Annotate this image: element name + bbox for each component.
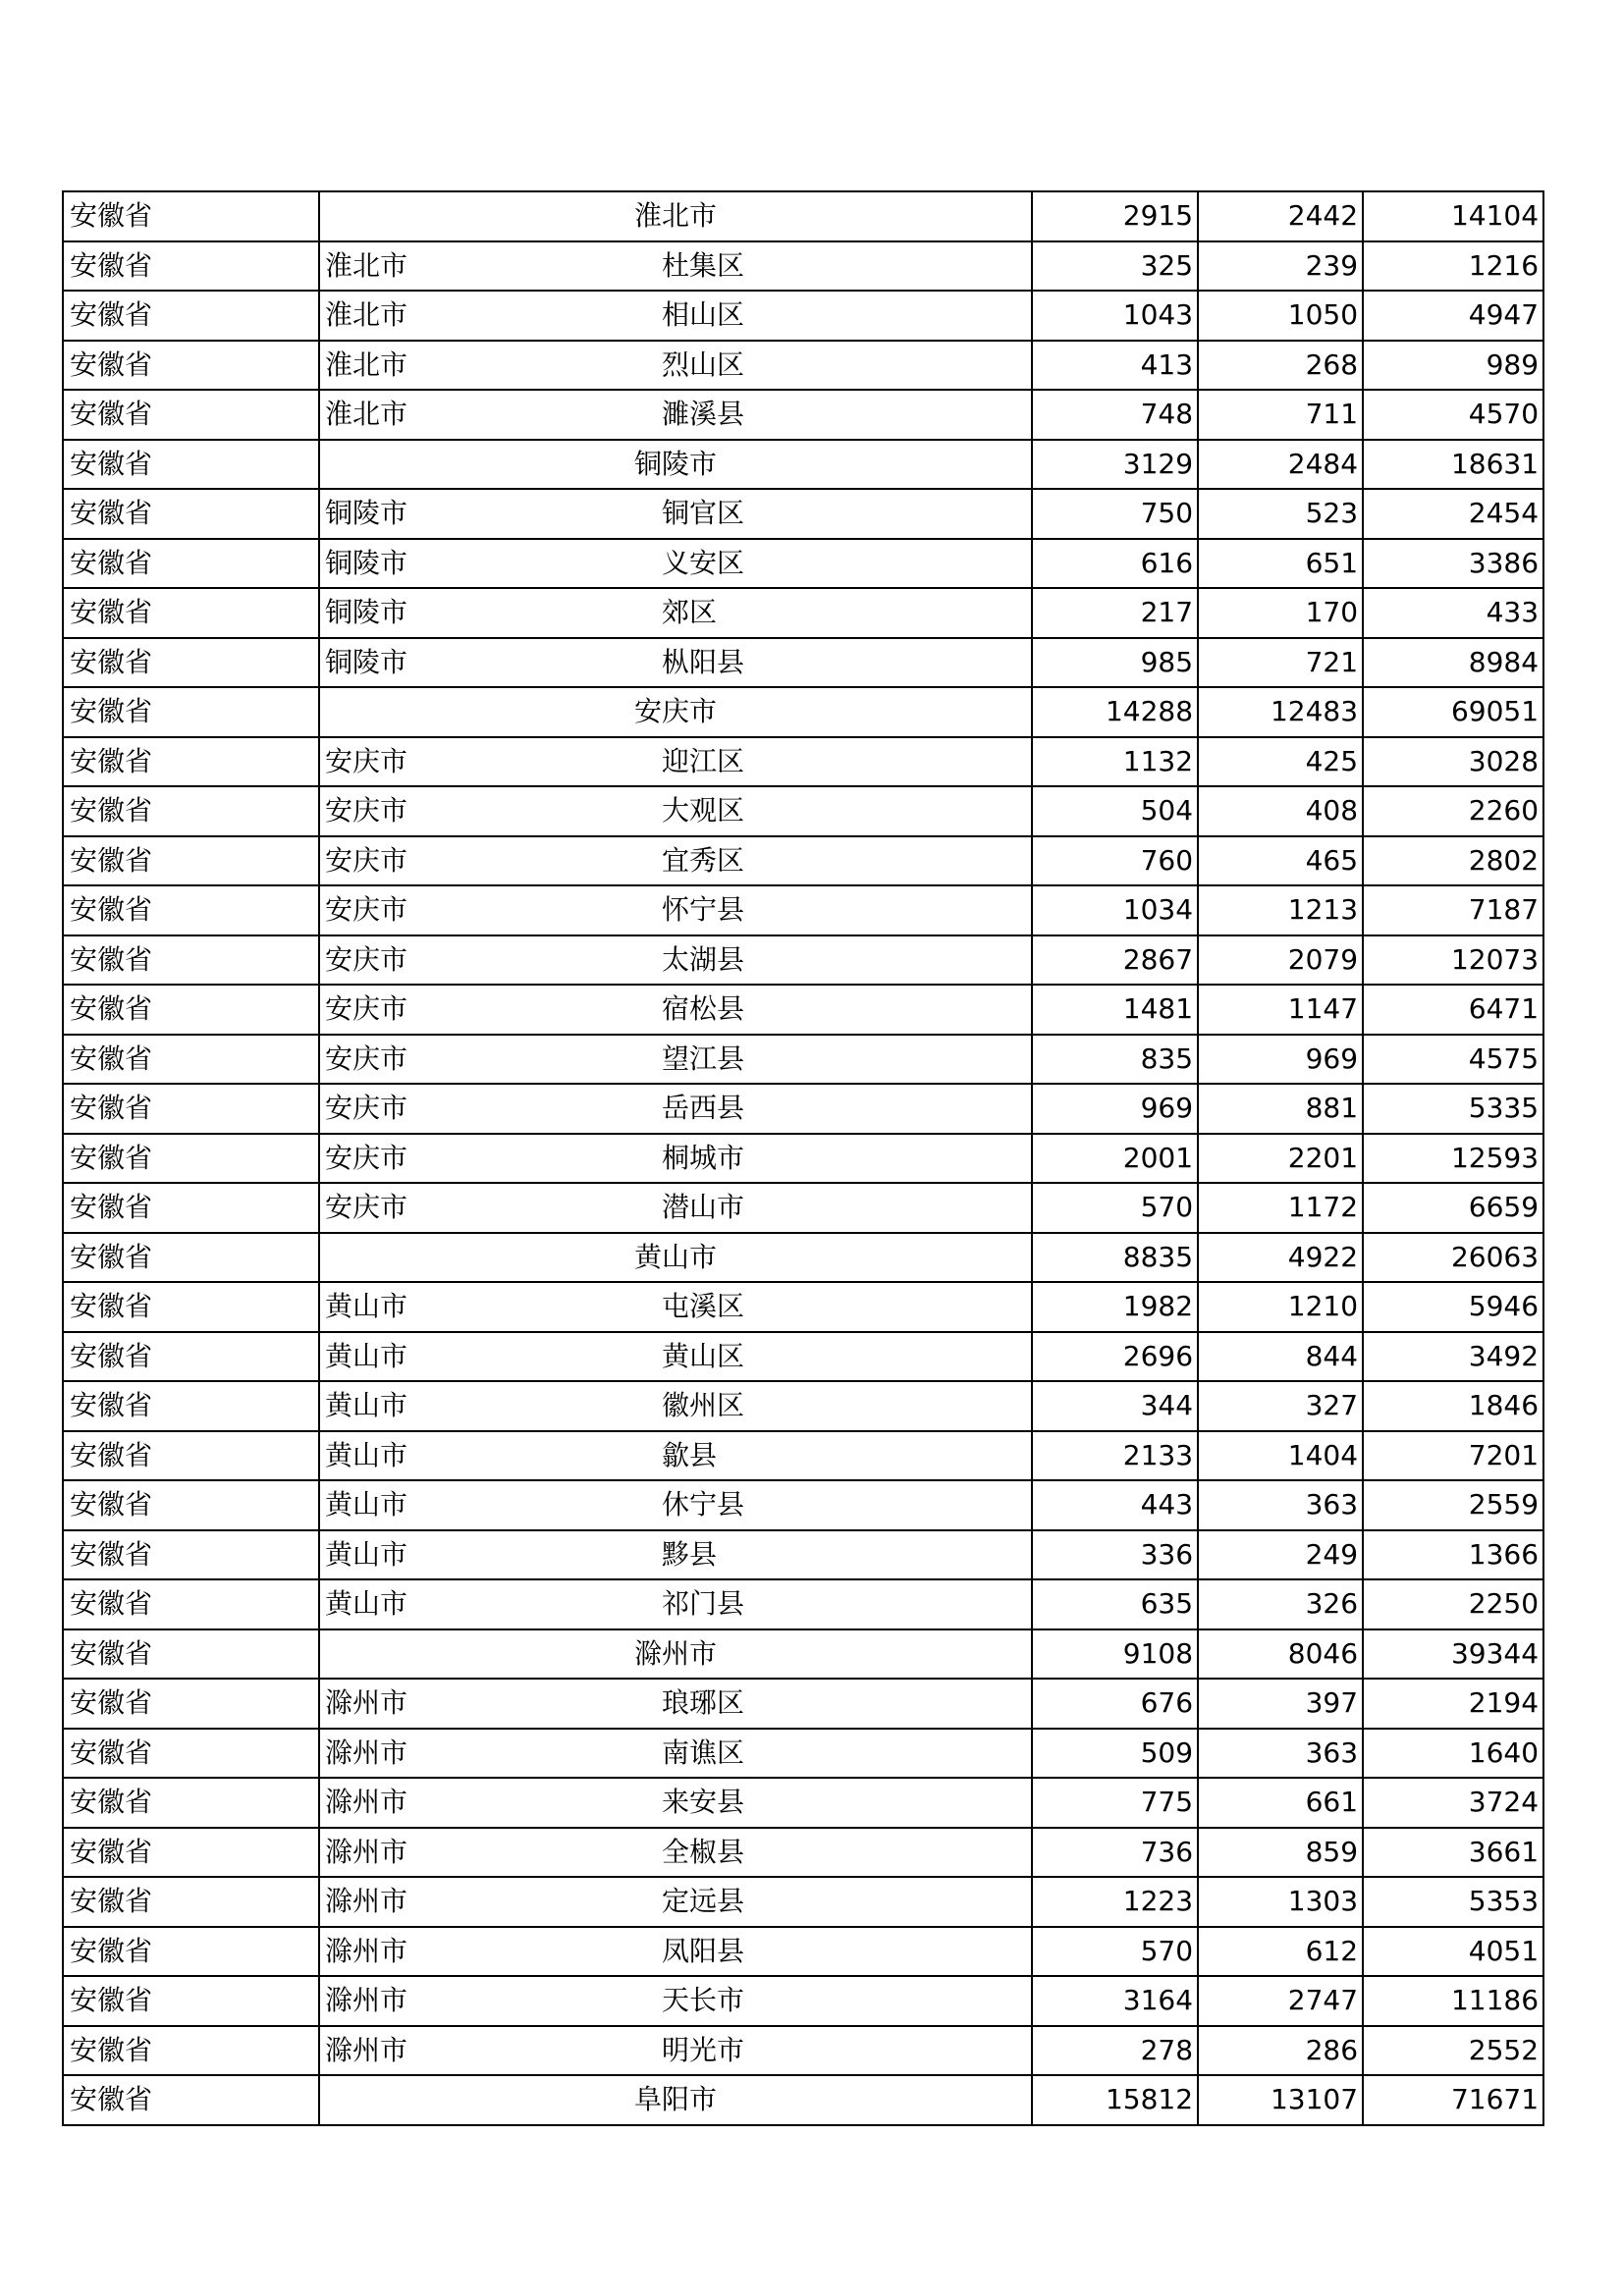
value-cell-1: 3129 <box>1032 440 1198 490</box>
value-cell-2: 661 <box>1198 1778 1363 1828</box>
value-cell-2: 2484 <box>1198 440 1363 490</box>
province-cell: 安徽省 <box>63 588 319 638</box>
province-cell: 安徽省 <box>63 1134 319 1184</box>
value-cell-1: 1481 <box>1032 985 1198 1035</box>
province-cell: 安徽省 <box>63 1282 319 1332</box>
county-row <box>63 737 1543 787</box>
province-cell: 安徽省 <box>63 1579 319 1629</box>
county-cell: 天长市 <box>657 1976 1032 2026</box>
province-cell: 安徽省 <box>63 985 319 1035</box>
county-cell: 琅琊区 <box>657 1679 1032 1729</box>
value-cell-1: 750 <box>1032 489 1198 539</box>
county-row <box>63 985 1543 1035</box>
county-cell: 黄山区 <box>657 1332 1032 1382</box>
value-cell-1: 344 <box>1032 1381 1198 1431</box>
value-cell-2: 363 <box>1198 1729 1363 1779</box>
value-cell-3: 8984 <box>1363 638 1543 688</box>
city-cell: 安庆市 <box>319 786 657 836</box>
province-cell: 安徽省 <box>63 1679 319 1729</box>
county-cell: 杜集区 <box>657 241 1032 292</box>
value-cell-2: 1172 <box>1198 1183 1363 1233</box>
county-row <box>63 836 1543 886</box>
city-total-row <box>63 2075 1543 2125</box>
value-cell-1: 2696 <box>1032 1332 1198 1382</box>
city-cell: 滁州市 <box>319 1828 657 1878</box>
province-cell: 安徽省 <box>63 390 319 440</box>
city-cell: 安庆市 <box>319 1134 657 1184</box>
county-row <box>63 1332 1543 1382</box>
city-total-row <box>63 191 1543 241</box>
value-cell-1: 1982 <box>1032 1282 1198 1332</box>
city-cell: 淮北市 <box>319 241 657 292</box>
value-cell-3: 4570 <box>1363 390 1543 440</box>
county-cell: 明光市 <box>657 2026 1032 2076</box>
value-cell-3: 6471 <box>1363 985 1543 1035</box>
province-cell: 安徽省 <box>63 1629 319 1680</box>
value-cell-2: 523 <box>1198 489 1363 539</box>
county-cell: 休宁县 <box>657 1480 1032 1530</box>
city-cell: 淮北市 <box>319 291 657 341</box>
table-body <box>63 191 1543 2125</box>
value-cell-1: 336 <box>1032 1530 1198 1580</box>
value-cell-1: 2001 <box>1032 1134 1198 1184</box>
county-row <box>63 341 1543 391</box>
value-cell-2: 363 <box>1198 1480 1363 1530</box>
value-cell-1: 969 <box>1032 1084 1198 1134</box>
value-cell-2: 397 <box>1198 1679 1363 1729</box>
value-cell-2: 286 <box>1198 2026 1363 2076</box>
value-cell-3: 4947 <box>1363 291 1543 341</box>
county-row <box>63 1877 1543 1927</box>
value-cell-1: 14288 <box>1032 687 1198 737</box>
county-cell: 宜秀区 <box>657 836 1032 886</box>
city-total-row <box>63 440 1543 490</box>
value-cell-1: 2867 <box>1032 935 1198 986</box>
value-cell-1: 570 <box>1032 1183 1198 1233</box>
province-cell: 安徽省 <box>63 1729 319 1779</box>
value-cell-1: 2133 <box>1032 1431 1198 1481</box>
value-cell-2: 249 <box>1198 1530 1363 1580</box>
province-cell: 安徽省 <box>63 638 319 688</box>
county-cell: 烈山区 <box>657 341 1032 391</box>
city-cell: 黄山市 <box>319 1431 657 1481</box>
province-cell: 安徽省 <box>63 1828 319 1878</box>
province-cell: 安徽省 <box>63 885 319 935</box>
value-cell-3: 433 <box>1363 588 1543 638</box>
value-cell-1: 15812 <box>1032 2075 1198 2125</box>
province-cell: 安徽省 <box>63 737 319 787</box>
province-cell: 安徽省 <box>63 1877 319 1927</box>
city-cell: 滁州市 <box>319 1778 657 1828</box>
county-row <box>63 539 1543 589</box>
value-cell-1: 775 <box>1032 1778 1198 1828</box>
city-cell: 淮北市 <box>319 341 657 391</box>
county-cell: 相山区 <box>657 291 1032 341</box>
value-cell-1: 635 <box>1032 1579 1198 1629</box>
value-cell-2: 2747 <box>1198 1976 1363 2026</box>
data-table <box>62 190 1544 2126</box>
city-cell: 黄山市 <box>319 1579 657 1629</box>
county-cell: 大观区 <box>657 786 1032 836</box>
province-cell: 安徽省 <box>63 1778 319 1828</box>
value-cell-3: 3492 <box>1363 1332 1543 1382</box>
county-cell: 潜山市 <box>657 1183 1032 1233</box>
value-cell-2: 1404 <box>1198 1431 1363 1481</box>
county-cell: 黟县 <box>657 1530 1032 1580</box>
county-row <box>63 638 1543 688</box>
county-row <box>63 489 1543 539</box>
city-name-cell: 安庆市 <box>319 687 1032 737</box>
province-cell: 安徽省 <box>63 241 319 292</box>
province-cell: 安徽省 <box>63 1183 319 1233</box>
county-row <box>63 1431 1543 1481</box>
county-cell: 歙县 <box>657 1431 1032 1481</box>
county-row <box>63 291 1543 341</box>
county-row <box>63 1282 1543 1332</box>
county-row <box>63 935 1543 986</box>
county-row <box>63 1084 1543 1134</box>
province-cell: 安徽省 <box>63 836 319 886</box>
province-cell: 安徽省 <box>63 786 319 836</box>
value-cell-1: 985 <box>1032 638 1198 688</box>
city-cell: 安庆市 <box>319 885 657 935</box>
county-row <box>63 786 1543 836</box>
city-name-cell: 滁州市 <box>319 1629 1032 1680</box>
province-cell: 安徽省 <box>63 1530 319 1580</box>
county-row <box>63 1679 1543 1729</box>
value-cell-1: 217 <box>1032 588 1198 638</box>
value-cell-2: 711 <box>1198 390 1363 440</box>
city-total-row <box>63 687 1543 737</box>
city-cell: 安庆市 <box>319 737 657 787</box>
city-cell: 铜陵市 <box>319 588 657 638</box>
value-cell-1: 9108 <box>1032 1629 1198 1680</box>
value-cell-1: 1043 <box>1032 291 1198 341</box>
county-cell: 迎江区 <box>657 737 1032 787</box>
city-cell: 安庆市 <box>319 836 657 886</box>
county-row <box>63 885 1543 935</box>
city-total-row <box>63 1629 1543 1680</box>
value-cell-2: 13107 <box>1198 2075 1363 2125</box>
value-cell-3: 26063 <box>1363 1233 1543 1283</box>
value-cell-3: 3386 <box>1363 539 1543 589</box>
value-cell-1: 835 <box>1032 1035 1198 1085</box>
province-cell: 安徽省 <box>63 1381 319 1431</box>
city-cell: 黄山市 <box>319 1282 657 1332</box>
city-total-row <box>63 1233 1543 1283</box>
city-cell: 淮北市 <box>319 390 657 440</box>
value-cell-2: 425 <box>1198 737 1363 787</box>
value-cell-1: 2915 <box>1032 191 1198 241</box>
value-cell-3: 69051 <box>1363 687 1543 737</box>
city-name-cell: 淮北市 <box>319 191 1032 241</box>
value-cell-2: 12483 <box>1198 687 1363 737</box>
value-cell-3: 1216 <box>1363 241 1543 292</box>
province-cell: 安徽省 <box>63 2075 319 2125</box>
value-cell-1: 413 <box>1032 341 1198 391</box>
value-cell-3: 12073 <box>1363 935 1543 986</box>
city-cell: 安庆市 <box>319 1183 657 1233</box>
value-cell-3: 5335 <box>1363 1084 1543 1134</box>
province-cell: 安徽省 <box>63 1084 319 1134</box>
value-cell-2: 612 <box>1198 1927 1363 1977</box>
value-cell-3: 2260 <box>1363 786 1543 836</box>
value-cell-1: 325 <box>1032 241 1198 292</box>
province-cell: 安徽省 <box>63 2026 319 2076</box>
value-cell-1: 760 <box>1032 836 1198 886</box>
county-cell: 凤阳县 <box>657 1927 1032 1977</box>
value-cell-1: 748 <box>1032 390 1198 440</box>
value-cell-1: 509 <box>1032 1729 1198 1779</box>
county-row <box>63 1480 1543 1530</box>
county-row <box>63 1134 1543 1184</box>
value-cell-2: 651 <box>1198 539 1363 589</box>
county-row <box>63 241 1543 292</box>
value-cell-3: 1640 <box>1363 1729 1543 1779</box>
province-cell: 安徽省 <box>63 1927 319 1977</box>
county-cell: 来安县 <box>657 1778 1032 1828</box>
city-cell: 滁州市 <box>319 2026 657 2076</box>
city-cell: 铜陵市 <box>319 638 657 688</box>
province-cell: 安徽省 <box>63 1035 319 1085</box>
value-cell-3: 4575 <box>1363 1035 1543 1085</box>
value-cell-1: 1223 <box>1032 1877 1198 1927</box>
value-cell-1: 570 <box>1032 1927 1198 1977</box>
value-cell-3: 18631 <box>1363 440 1543 490</box>
city-cell: 安庆市 <box>319 1035 657 1085</box>
value-cell-3: 12593 <box>1363 1134 1543 1184</box>
province-cell: 安徽省 <box>63 1431 319 1481</box>
value-cell-2: 4922 <box>1198 1233 1363 1283</box>
province-cell: 安徽省 <box>63 489 319 539</box>
value-cell-3: 2559 <box>1363 1480 1543 1530</box>
county-cell: 南谯区 <box>657 1729 1032 1779</box>
county-row <box>63 1778 1543 1828</box>
city-cell: 滁州市 <box>319 1729 657 1779</box>
value-cell-3: 3724 <box>1363 1778 1543 1828</box>
value-cell-3: 71671 <box>1363 2075 1543 2125</box>
value-cell-3: 6659 <box>1363 1183 1543 1233</box>
value-cell-2: 268 <box>1198 341 1363 391</box>
value-cell-2: 859 <box>1198 1828 1363 1878</box>
value-cell-3: 1366 <box>1363 1530 1543 1580</box>
county-cell: 全椒县 <box>657 1828 1032 1878</box>
province-cell: 安徽省 <box>63 291 319 341</box>
city-cell: 安庆市 <box>319 985 657 1035</box>
county-cell: 桐城市 <box>657 1134 1032 1184</box>
value-cell-3: 5946 <box>1363 1282 1543 1332</box>
value-cell-3: 5353 <box>1363 1877 1543 1927</box>
city-cell: 黄山市 <box>319 1381 657 1431</box>
value-cell-1: 8835 <box>1032 1233 1198 1283</box>
value-cell-2: 8046 <box>1198 1629 1363 1680</box>
city-cell: 铜陵市 <box>319 489 657 539</box>
value-cell-3: 2552 <box>1363 2026 1543 2076</box>
value-cell-2: 170 <box>1198 588 1363 638</box>
value-cell-2: 408 <box>1198 786 1363 836</box>
county-row <box>63 1729 1543 1779</box>
value-cell-1: 278 <box>1032 2026 1198 2076</box>
county-row <box>63 1579 1543 1629</box>
county-row <box>63 1828 1543 1878</box>
province-cell: 安徽省 <box>63 341 319 391</box>
value-cell-1: 443 <box>1032 1480 1198 1530</box>
value-cell-3: 4051 <box>1363 1927 1543 1977</box>
province-cell: 安徽省 <box>63 1233 319 1283</box>
province-cell: 安徽省 <box>63 1332 319 1382</box>
value-cell-2: 1303 <box>1198 1877 1363 1927</box>
province-cell: 安徽省 <box>63 1480 319 1530</box>
county-row <box>63 588 1543 638</box>
value-cell-2: 1147 <box>1198 985 1363 1035</box>
value-cell-2: 239 <box>1198 241 1363 292</box>
value-cell-2: 465 <box>1198 836 1363 886</box>
value-cell-3: 39344 <box>1363 1629 1543 1680</box>
value-cell-3: 14104 <box>1363 191 1543 241</box>
city-name-cell: 黄山市 <box>319 1233 1032 1283</box>
county-cell: 怀宁县 <box>657 885 1032 935</box>
value-cell-2: 1213 <box>1198 885 1363 935</box>
value-cell-2: 969 <box>1198 1035 1363 1085</box>
value-cell-1: 1132 <box>1032 737 1198 787</box>
value-cell-3: 1846 <box>1363 1381 1543 1431</box>
value-cell-2: 881 <box>1198 1084 1363 1134</box>
value-cell-2: 1050 <box>1198 291 1363 341</box>
county-cell: 祁门县 <box>657 1579 1032 1629</box>
county-cell: 枞阳县 <box>657 638 1032 688</box>
value-cell-3: 2454 <box>1363 489 1543 539</box>
county-cell: 义安区 <box>657 539 1032 589</box>
county-row <box>63 390 1543 440</box>
value-cell-2: 1210 <box>1198 1282 1363 1332</box>
county-row <box>63 1035 1543 1085</box>
county-cell: 望江县 <box>657 1035 1032 1085</box>
value-cell-1: 736 <box>1032 1828 1198 1878</box>
province-cell: 安徽省 <box>63 935 319 986</box>
city-cell: 黄山市 <box>319 1480 657 1530</box>
province-cell: 安徽省 <box>63 191 319 241</box>
value-cell-3: 2250 <box>1363 1579 1543 1629</box>
value-cell-3: 7187 <box>1363 885 1543 935</box>
city-cell: 滁州市 <box>319 1877 657 1927</box>
value-cell-1: 676 <box>1032 1679 1198 1729</box>
city-name-cell: 铜陵市 <box>319 440 1032 490</box>
city-cell: 黄山市 <box>319 1530 657 1580</box>
county-row <box>63 1381 1543 1431</box>
city-cell: 黄山市 <box>319 1332 657 1382</box>
county-cell: 太湖县 <box>657 935 1032 986</box>
value-cell-2: 2442 <box>1198 191 1363 241</box>
value-cell-3: 3661 <box>1363 1828 1543 1878</box>
county-cell: 岳西县 <box>657 1084 1032 1134</box>
value-cell-3: 11186 <box>1363 1976 1543 2026</box>
province-cell: 安徽省 <box>63 1976 319 2026</box>
value-cell-1: 1034 <box>1032 885 1198 935</box>
county-row <box>63 2026 1543 2076</box>
value-cell-3: 2194 <box>1363 1679 1543 1729</box>
value-cell-2: 721 <box>1198 638 1363 688</box>
city-cell: 滁州市 <box>319 1927 657 1977</box>
value-cell-2: 2201 <box>1198 1134 1363 1184</box>
city-name-cell: 阜阳市 <box>319 2075 1032 2125</box>
value-cell-2: 2079 <box>1198 935 1363 986</box>
county-cell: 徽州区 <box>657 1381 1032 1431</box>
value-cell-1: 616 <box>1032 539 1198 589</box>
county-cell: 铜官区 <box>657 489 1032 539</box>
county-cell: 濉溪县 <box>657 390 1032 440</box>
value-cell-1: 504 <box>1032 786 1198 836</box>
county-cell: 屯溪区 <box>657 1282 1032 1332</box>
province-cell: 安徽省 <box>63 539 319 589</box>
county-row <box>63 1927 1543 1977</box>
city-cell: 铜陵市 <box>319 539 657 589</box>
value-cell-3: 2802 <box>1363 836 1543 886</box>
province-cell: 安徽省 <box>63 687 319 737</box>
county-row <box>63 1183 1543 1233</box>
county-cell: 定远县 <box>657 1877 1032 1927</box>
value-cell-3: 3028 <box>1363 737 1543 787</box>
value-cell-2: 327 <box>1198 1381 1363 1431</box>
city-cell: 滁州市 <box>319 1679 657 1729</box>
city-cell: 安庆市 <box>319 1084 657 1134</box>
county-row <box>63 1530 1543 1580</box>
city-cell: 安庆市 <box>319 935 657 986</box>
value-cell-2: 844 <box>1198 1332 1363 1382</box>
county-cell: 宿松县 <box>657 985 1032 1035</box>
county-cell: 郊区 <box>657 588 1032 638</box>
value-cell-3: 7201 <box>1363 1431 1543 1481</box>
province-cell: 安徽省 <box>63 440 319 490</box>
county-row <box>63 1976 1543 2026</box>
value-cell-2: 326 <box>1198 1579 1363 1629</box>
value-cell-1: 3164 <box>1032 1976 1198 2026</box>
value-cell-3: 989 <box>1363 341 1543 391</box>
city-cell: 滁州市 <box>319 1976 657 2026</box>
